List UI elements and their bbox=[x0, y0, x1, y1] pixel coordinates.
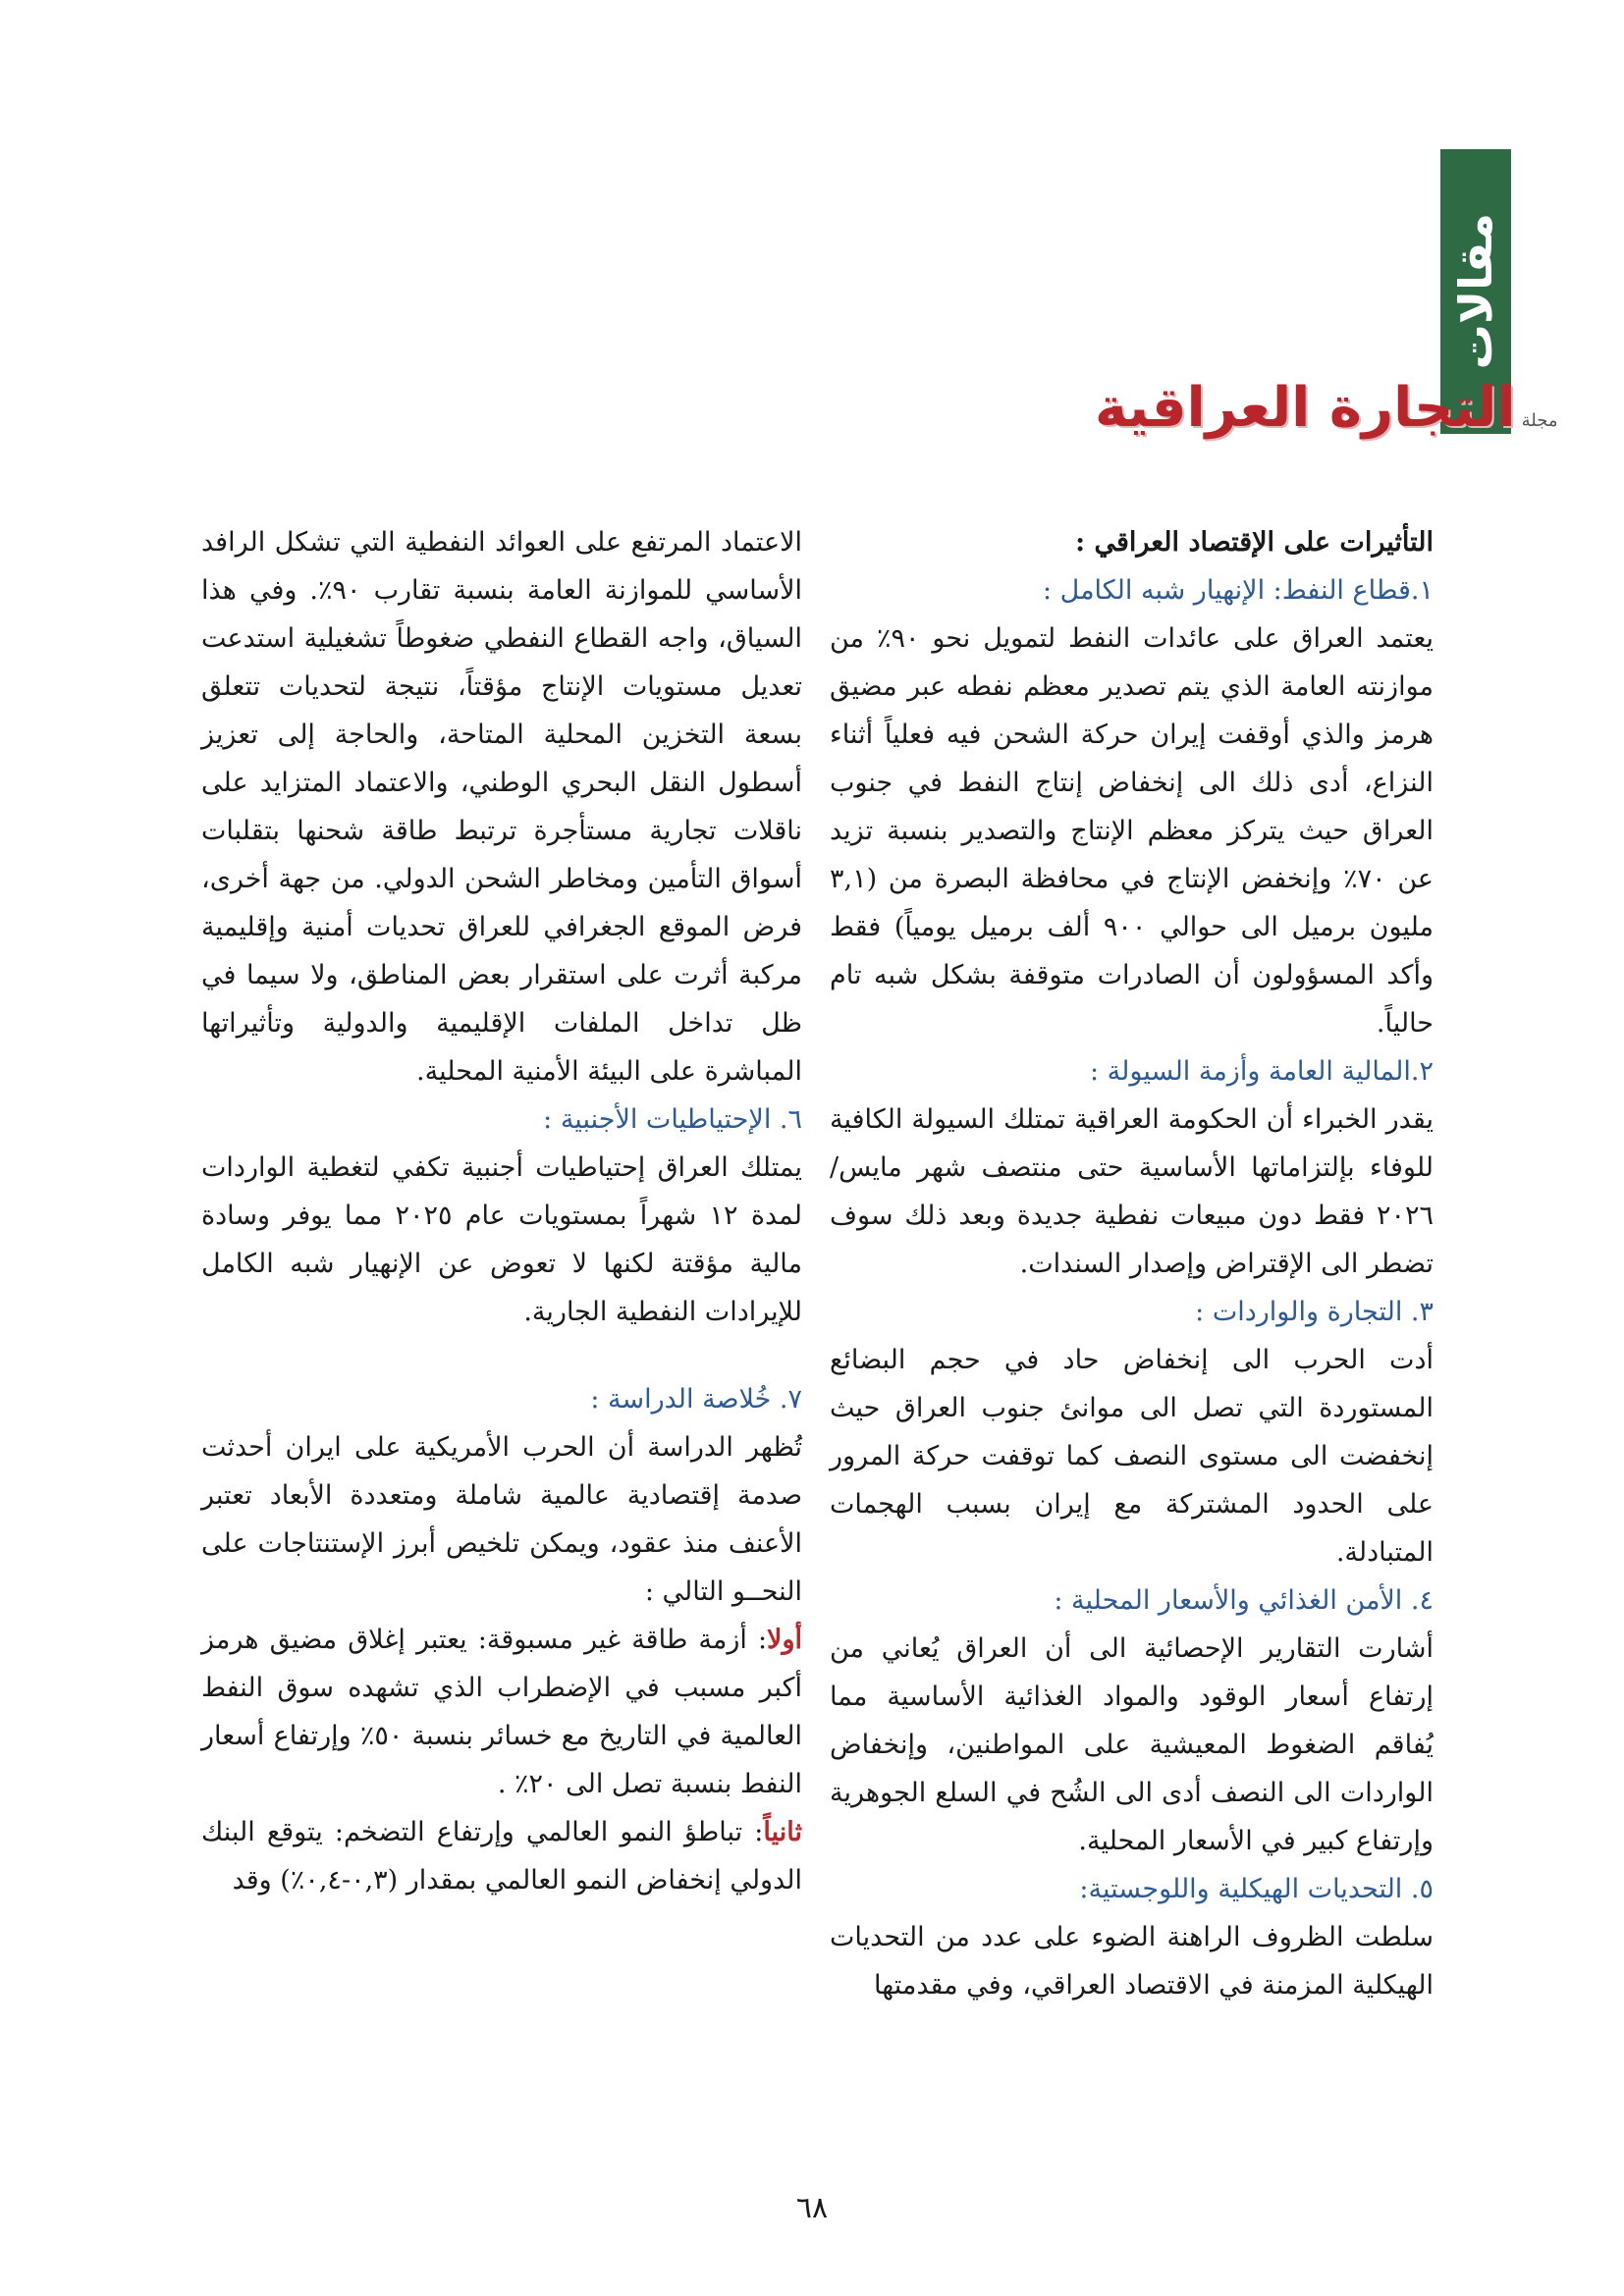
masthead-title: التجارة العراقية bbox=[1095, 375, 1516, 440]
section-heading: ٢.المالية العامة وأزمة السيولة : bbox=[1090, 1056, 1434, 1087]
magazine-masthead bbox=[1095, 373, 1558, 442]
point-text: : تباطؤ النمو العالمي وإرتفاع التضخم: يتوقع البنك الدولي إنخفاض النمو العالمي بمقدار (٠,٣-٠,٤٪) وقد bbox=[201, 1817, 802, 1896]
body-paragraph: سلطت الظروف الراهنة الضوء على عدد من التحديات الهيكلية المزمنة في الاقتصاد العراقي، وفي مقدمتها bbox=[830, 1922, 1434, 2001]
section-heading: ٤. الأمن الغذائي والأسعار المحلية : bbox=[1054, 1585, 1434, 1616]
article-heading: التأثيرات على الإقتصاد العراقي : bbox=[1075, 527, 1434, 558]
body-paragraph: أشارت التقارير الإحصائية الى أن العراق يُعاني من إرتفاع أسعار الوقود والمواد الغذائية الأساسية مما يُفاقم الضغوط المعيشية على المواطنين، وإنخفاض الواردات الى النصف أدى الى الشُح في السلع الجوهرية وإرتفاع كبير في الأسعار المحلية. bbox=[830, 1633, 1434, 1856]
section-heading: ٥. التحديات الهيكلية واللوجستية: bbox=[1079, 1874, 1434, 1904]
section-heading: ٦. الإحتياطيات الأجنبية : bbox=[543, 1104, 802, 1135]
point-text: : أزمة طاقة غير مسبوقة: يعتبر إغلاق مضيق هرمز أكبر مسبب في الإضطراب الذي تشهده سوق النفط العالمية في التاريخ مع خسائر بنسبة ٥٠٪ وإرتفاع أسعار النفط بنسبة تصل الى ٢٠٪ . bbox=[201, 1625, 802, 1799]
paragraph-spacer bbox=[201, 1336, 802, 1375]
article-column-left bbox=[201, 518, 802, 1904]
body-paragraph: يعتمد العراق على عائدات النفط لتمويل نحو ٩٠٪ من موازنته العامة الذي يتم تصدير معظم نفطه عبر مضيق هرمز والذي أوقفت إيران حركة الشحن فيه فعلياً أثناء النزاع، أدى ذلك الى إنخفاض إنتاج النفط في جنوب العراق حيث يتركز معظم الإنتاج والتصدير بنسبة تزيد عن ٧٠٪ وإنخفض الإنتاج في محافظة البصرة من (٣,١ مليون برميل الى حوالي ٩٠٠ ألف برميل يومياً) فقط وأكد المسؤولون أن الصادرات متوقفة بشكل شبه تام حالياً. bbox=[830, 623, 1434, 1039]
body-paragraph: يقدر الخبراء أن الحكومة العراقية تمتلك السيولة الكافية للوفاء بإلتزاماتها الأساسية حتى منتصف شهر مايس/٢٠٢٦ فقط دون مبيعات نفطية جديدة وبعد ذلك سوف تضطر الى الإقتراض وإصدار السندات. bbox=[830, 1104, 1434, 1279]
body-paragraph: الاعتماد المرتفع على العوائد النفطية التي تشكل الرافد الأساسي للموازنة العامة بنسبة تقارب ٩٠٪. وفي هذا السياق، واجه القطاع النفطي ضغوطاً تشغيلية استدعت تعديل مستويات الإنتاج مؤقتاً، نتيجة لتحديات تتعلق بسعة التخزين المحلية المتاحة، والحاجة إلى تعزيز أسطول النقل البحري الوطني، والاعتماد المتزايد على ناقلات تجارية مستأجرة ترتبط طاقة شحنها بتقلبات أسواق التأمين ومخاطر الشحن الدولي. من جهة أخرى، فرض الموقع الجغرافي للعراق تحديات أمنية وإقليمية مركبة أثرت على استقرار بعض المناطق، ولا سيما في ظل تداخل الملفات الإقليمية والدولية وتأثيراتها المباشرة على البيئة الأمنية المحلية. bbox=[201, 527, 802, 1087]
section-tab-label: مقالات bbox=[1449, 213, 1502, 370]
masthead-label: مجلة bbox=[1521, 409, 1558, 431]
point-lead: ثانياً bbox=[763, 1817, 802, 1847]
point-lead: أولا bbox=[767, 1625, 802, 1655]
section-heading: ١.قطاع النفط: الإنهيار شبه الكامل : bbox=[1042, 575, 1434, 606]
page-number: ٦٨ bbox=[795, 2191, 829, 2225]
section-heading: ٧. خُلاصة الدراسة : bbox=[590, 1384, 802, 1415]
section-heading: ٣. التجارة والواردات : bbox=[1195, 1297, 1434, 1327]
body-paragraph: يمتلك العراق إحتياطيات أجنبية تكفي لتغطية الواردات لمدة ١٢ شهراً بمستويات عام ٢٠٢٥ مما يوفر وسادة مالية مؤقتة لكنها لا تعوض عن الإنهيار شبه الكامل للإيرادات النفطية الجارية. bbox=[201, 1152, 802, 1327]
conclusion-point bbox=[201, 1808, 802, 1904]
body-paragraph: أدت الحرب الى إنخفاض حاد في حجم البضائع المستوردة التي تصل الى موانئ جنوب العراق حيث إنخفضت الى مستوى النصف كما توقفت حركة المرور على الحدود المشتركة مع إيران بسبب الهجمات المتبادلة. bbox=[830, 1345, 1434, 1568]
article-column-right bbox=[830, 518, 1434, 2009]
conclusion-point bbox=[201, 1616, 802, 1808]
body-paragraph: تُظهر الدراسة أن الحرب الأمريكية على ايران أحدثت صدمة إقتصادية عالمية شاملة ومتعددة الأبعاد تعتبر الأعنف منذ عقود، ويمكن تلخيص أبرز الإستنتاجات على النحــو التالي : bbox=[201, 1432, 802, 1607]
